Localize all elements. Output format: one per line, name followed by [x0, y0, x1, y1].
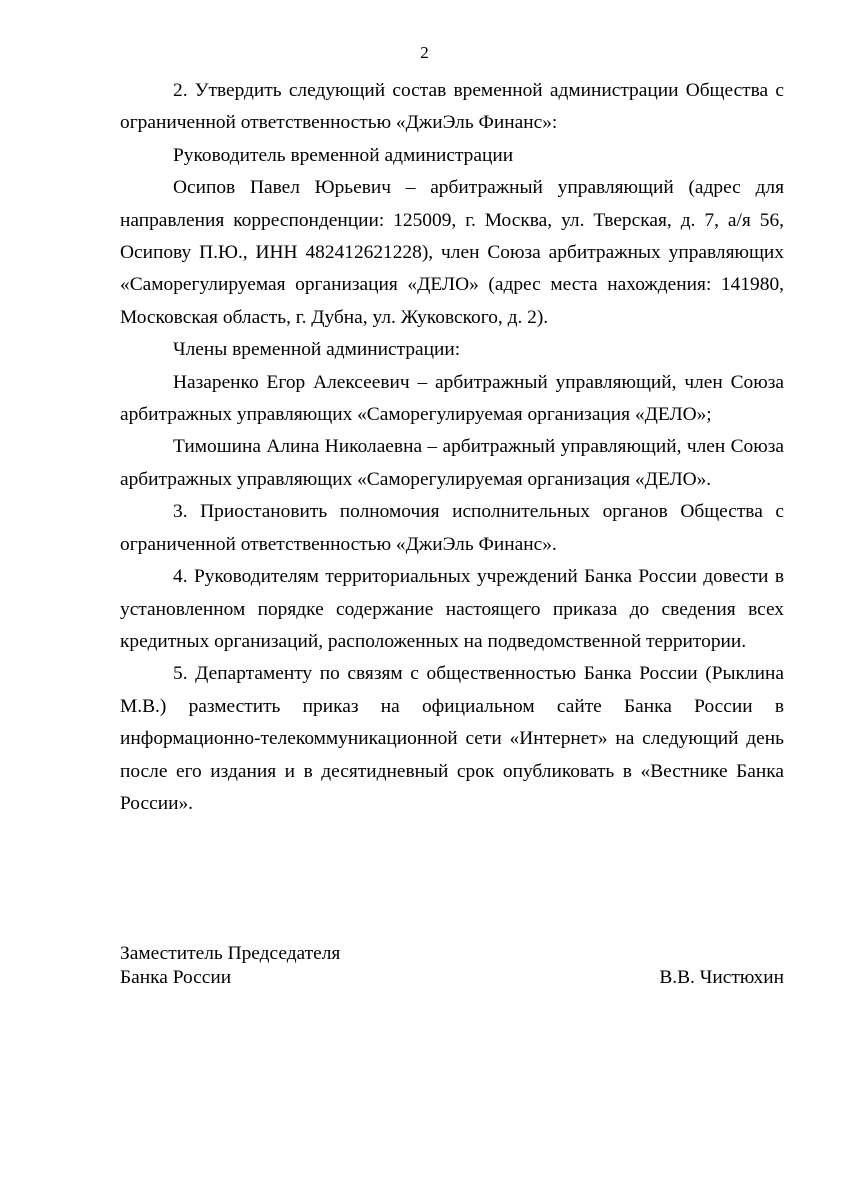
paragraph-item-3: 3. Приостановить полномочия исполнительных органов Общества с ограниченной ответственностью «ДжиЭль Финанс». [120, 501, 784, 555]
paragraph-item-5: 5. Департаменту по связям с общественностью Банка России (Рыклина М.В.) разместить приказ на официальном сайте Банка России в информационно-телекоммуникационной сети «Интернет» на следующий день после его издания и в десятидневный срок опубликовать в «Вестнике Банка России». [120, 663, 784, 814]
signatory-position-line-2: Банка России [120, 967, 232, 988]
page-number: 2 [420, 43, 429, 62]
paragraph-item-2: 2. Утвердить следующий состав временной администрации Общества с ограниченной ответственностью «ДжиЭль Финанс»: [120, 80, 784, 134]
paragraph-head-of-administration: Руководитель временной администрации [173, 144, 514, 166]
paragraph-members-heading: Члены временной администрации: [173, 339, 461, 361]
paragraph-head-details: Осипов Павел Юрьевич – арбитражный управляющий (адрес для направления корреспонденции: 125009, г. Москва, ул. Тверская, д. 7, а/я 56, Осипову П.Ю., ИНН 482412621228), член Союза арбитражных управляющих «Саморегулируемая организация «ДЕЛО» (адрес места нахождения: 141980, Московская область, г. Дубна, ул. Жуковского, д. 2). [120, 177, 784, 328]
document-body [120, 75, 784, 820]
paragraph-member-timoshina: Тимошина Алина Николаевна – арбитражный управляющий, член Союза арбитражных управляющих «Саморегулируемая организация «ДЕЛО». [120, 436, 784, 490]
signatory-name: В.В. Чистюхин [659, 967, 784, 988]
paragraph-item-4: 4. Руководителям территориальных учреждений Банка России довести в установленном порядке содержание настоящего приказа до сведения всех кредитных организаций, расположенных на подведомственной территории. [120, 566, 784, 652]
paragraph-member-nazarenko: Назаренко Егор Алексеевич – арбитражный управляющий, член Союза арбитражных управляющих «Саморегулируемая организация «ДЕЛО»; [120, 371, 784, 426]
signatory-position [120, 942, 340, 990]
signatory-position-line-1: Заместитель Председателя [120, 943, 341, 964]
